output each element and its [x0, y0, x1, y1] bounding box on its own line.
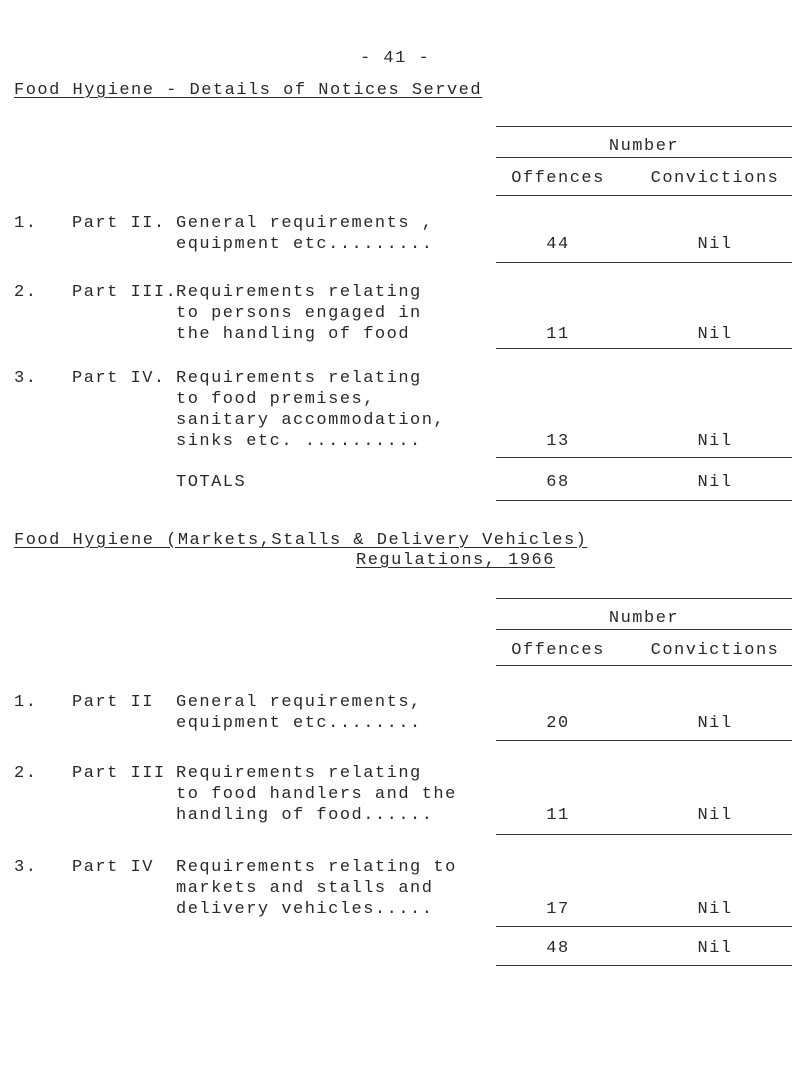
row-index: 3.: [14, 369, 38, 388]
row-part: Part III: [72, 764, 166, 783]
convictions-header: Convictions: [650, 641, 780, 660]
offences-value: 20: [546, 714, 570, 733]
row-index: 2.: [14, 764, 38, 783]
row-description: General requirements ,: [176, 214, 434, 233]
rule: [496, 740, 792, 741]
row-description: equipment etc.........: [176, 235, 434, 254]
rule: [496, 834, 792, 835]
offences-total: 68: [546, 473, 570, 492]
row-index: 2.: [14, 283, 38, 302]
row-part: Part IV: [72, 858, 154, 877]
row-description: Requirements relating: [176, 369, 422, 388]
offences-value: 11: [546, 806, 570, 825]
row-description: sinks etc. ..........: [176, 432, 422, 451]
convictions-total: Nil: [697, 939, 733, 958]
rule: [496, 126, 792, 127]
row-part: Part III.: [72, 283, 178, 302]
row-description: sanitary accommodation,: [176, 411, 446, 430]
row-index: 1.: [14, 214, 38, 233]
row-part: Part II: [72, 693, 154, 712]
number-header: Number: [608, 609, 680, 628]
rule: [496, 262, 792, 263]
rule: [496, 926, 792, 927]
number-header: Number: [608, 137, 680, 156]
row-index: 3.: [14, 858, 38, 877]
convictions-value: Nil: [697, 325, 733, 344]
section2-title: Food Hygiene (Markets,Stalls & Delivery Vehicles): [14, 531, 588, 550]
offences-value: 44: [546, 235, 570, 254]
row-description: the handling of food: [176, 325, 411, 344]
row-description: to persons engaged in: [176, 304, 422, 323]
offences-header: Offences: [511, 641, 605, 660]
page-number: - 41 -: [360, 49, 431, 68]
row-description: General requirements,: [176, 693, 422, 712]
rule: [496, 348, 792, 349]
row-description: markets and stalls and: [176, 879, 434, 898]
row-index: 1.: [14, 693, 38, 712]
row-description: Requirements relating: [176, 283, 422, 302]
offences-value: 13: [546, 432, 570, 451]
convictions-value: Nil: [697, 432, 733, 451]
convictions-header: Convictions: [650, 169, 780, 188]
totals-label: TOTALS: [176, 473, 247, 492]
rule: [496, 629, 792, 630]
convictions-total: Nil: [697, 473, 733, 492]
row-description: Requirements relating to: [176, 858, 457, 877]
offences-value: 17: [546, 900, 570, 919]
rule: [496, 157, 792, 158]
offences-value: 11: [546, 325, 570, 344]
convictions-value: Nil: [697, 235, 733, 254]
offences-header: Offences: [511, 169, 605, 188]
row-description: equipment etc........: [176, 714, 422, 733]
section2-subtitle: Regulations, 1966: [356, 551, 555, 570]
convictions-value: Nil: [697, 714, 733, 733]
row-part: Part II.: [72, 214, 166, 233]
row-description: delivery vehicles.....: [176, 900, 434, 919]
rule: [496, 195, 792, 196]
row-description: Requirements relating: [176, 764, 422, 783]
section1-title: Food Hygiene - Details of Notices Served: [14, 81, 483, 100]
row-description: to food handlers and the: [176, 785, 457, 804]
offences-total: 48: [546, 939, 570, 958]
row-description: to food premises,: [176, 390, 375, 409]
rule: [496, 598, 792, 599]
rule: [496, 965, 792, 966]
row-part: Part IV.: [72, 369, 166, 388]
rule: [496, 500, 792, 501]
convictions-value: Nil: [697, 806, 733, 825]
convictions-value: Nil: [697, 900, 733, 919]
rule: [496, 665, 792, 666]
row-description: handling of food......: [176, 806, 434, 825]
rule: [496, 457, 792, 458]
